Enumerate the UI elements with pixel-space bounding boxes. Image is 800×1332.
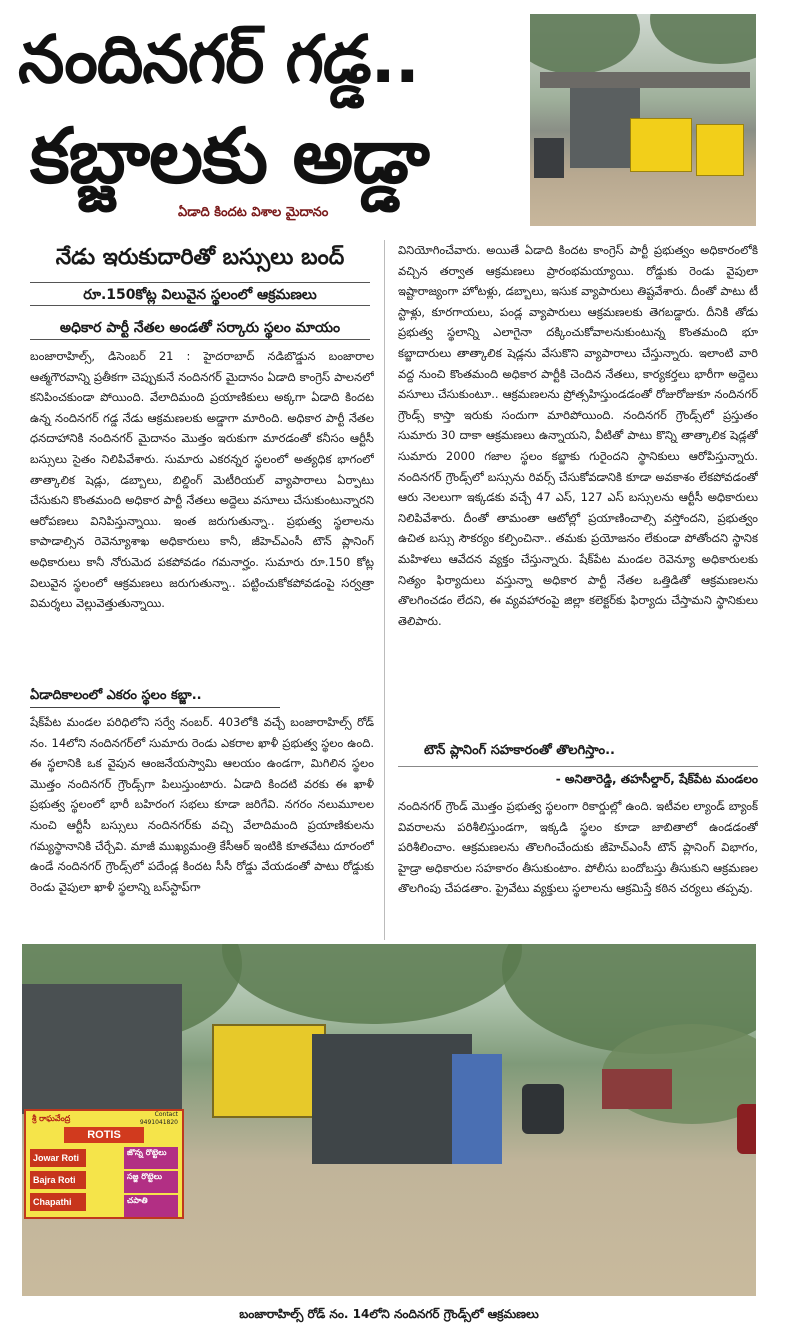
sign-line-bajra: Bajra Roti bbox=[30, 1171, 86, 1189]
sign-title: ROTIS bbox=[64, 1127, 144, 1143]
headline-kicker: ఏడాది కిందట విశాల మైదానం bbox=[178, 205, 329, 220]
article-paragraph-1: బంజారాహిల్స్, డిసెంబర్ 21 : హైదరాబాద్ నడిబొడ్డున బంజారాల ఆత్మగౌరవాన్ని ప్రతీకగా చెప్పుకునే నందినగర్ మైదానం ఏడాది కాంగ్రెస్ పాలనలో కనిపించకుండా పోయింది. వేలాదిమంది ప్రయాణికులు అక్కగా ఏడాది కిందట ఉన్న నందినగర్ గడ్డ నేడు ఆక్రమణలకు అడ్డాగా మారింది. అధికార పార్టీ నేతల ధనదాహానికి నందినగర్ మైదానం మొత్తం ఇరుకుగా మారడంతో కనీసం ఆర్టీసీ బస్సులు సైతం నిలిపివేశారు. సుమారు ఎకరన్నర స్థలంలో అత్యధిక భాగంలో తాత్కాలిక షెడ్లు, డబ్బాలు, బిల్డింగ్ మెటీరియల్ వ్యాపారాలు ఏర్పాటు చేసుకుని కొంతమంది అధికార పార్టీ నేతలు అద్దెలు వసూలు చేసుకుంటున్నారని ఆరోపణలు వినిపిస్తున్నాయి. ఇంత జరుగుతున్నా.. ప్రభుత్వ స్థలాలను కాపాడాల్సిన రెవెన్యూశాఖ అధికారులు కానీ, జీహెచ్ఎంసీ టౌన్ ప్లానింగ్ అధికారులు కానీ నోరుమెద పకపోవడం గమనార్హం. సుమారు రూ.150 కోట్ల విలువైన స్థలంలో ఆక్రమణలు జరుగుతున్నా.. పట్టించుకోకపోవడంపై సర్వత్రా విమర్శలు వెల్లువెత్తుతున్నాయి. bbox=[30, 349, 374, 611]
article-paragraph-2: షేక్‌పేట మండల పరిధిలోని సర్వే నంబర్. 403లోకి వచ్చే బంజారాహిల్స్ రోడ్ నం. 14లోని నందినగర్‌లో సుమారు రెండు ఎకరాల ఖాళీ ప్రభుత్వ స్థలం ఉంది. ఈ స్థలానికి ఒక వైపున ఆంజనేయస్వామి ఆలయం ఉండగా, మిగిలిన స్థలం మొత్తం నందినగర్ గ్రౌండ్స్‌గా పిలుస్తుంటారు. ఏడాది కిందటి వరకు ఈ ఖాళీ ప్రభుత్వ స్థలంలో భారీ బహిరంగ సభలు కూడా జరిగేవి. నగరం నలుమూలల నుంచి ఆర్టీసీ బస్సులు నందినగర్‌కు వచ్చి వేలాదిమంది ప్రయాణికులను గమ్యస్థానానికి చేర్చేవి. మాజీ ముఖ్యమంత్రి కేసీఆర్ ఇంటికి కూతవేటు దూరంలో ఉండే నందినగర్ గ్రౌండ్స్‌లో పదేండ్ల కిందట సీసీ రోడ్డు వేయడంతో పాటు రోడ్డుకు రెండు వైపులా ఖాళీ స్థలాన్ని బస్‌స్టాప్‌గా bbox=[30, 715, 374, 894]
quote-attribution: - అనితారెడ్డి, తహసీల్దార్, షేక్‌పేట మండలం bbox=[398, 766, 758, 790]
roti-shop-sign bbox=[24, 1109, 184, 1219]
main-photo-encroachments bbox=[22, 944, 756, 1296]
sign-shop-name: శ్రీ రాఘవేంద్ర bbox=[32, 1114, 71, 1123]
sign-line-chapathi: Chapathi bbox=[30, 1193, 86, 1211]
section-heading-1: ఏడాదికాలంలో ఎకరం స్థలం కబ్జా.. bbox=[30, 684, 280, 708]
article-column-headline: నేడు ఇరుకుదారితో బస్సులు బంద్ bbox=[55, 245, 345, 270]
article-paragraph-3: నందినగర్ గ్రౌండ్ మొత్తం ప్రభుత్వ స్థలంగా రికార్డుల్లో ఉంది. ఇటీవల ల్యాండ్ బ్యాంక్ వివరాలను పరిశీలిస్తుండగా, ఇక్కడి స్థలం కూడా జాబితాలో ఉండడంతో పరిశీలించాం. ఆక్రమణలను తొలగించేందుకు జీహెచ్ఎంసీ టౌన్ ప్లానింగ్ విభాగం, హైడ్రా అధికారుల సహకారం తీసుకుంటాం. పోలీసు బందోబస్తు తీసుకుని ఆక్రమణల తొలగింపు చేపడతాం. ప్రైవేటు వ్యక్తులు స్థలాలను ఆక్రమిస్తే కఠిన చర్యలు తప్పవు. bbox=[398, 799, 758, 896]
article-subheadline-2: అధికార పార్టీ నేతల అండతో సర్కారు స్థలం మాయం bbox=[30, 316, 370, 340]
sign-right-1: జొన్న రొట్టెలు bbox=[124, 1147, 178, 1169]
article-subheadline-1: రూ.150కోట్ల విలువైన స్థలంలో ఆక్రమణలు bbox=[30, 282, 370, 306]
headline-line2: కబ్జాలకు అడ్డా bbox=[30, 111, 429, 200]
sign-right-2: సజ్జ రొట్టెలు bbox=[124, 1171, 178, 1193]
sign-right-3: చపాతి bbox=[124, 1195, 178, 1217]
article-paragraph-right: వినియోగించేవారు. అయితే ఏడాది కిందట కాంగ్రెస్ పార్టీ ప్రభుత్వం అధికారంలోకి వచ్చిన తర్వాత ఆక్రమణలు ప్రారంభమయ్యాయి. రోడ్డుకు రెండు వైపులా ఇష్టారాజ్యంగా హోటళ్లు, డబ్బాలు, ఇసుక వ్యాపారులు తిష్టవేశారు. దీంతో పాటు టీ స్టాళ్లు, కూరగాయలు, పండ్ల వ్యాపారులు ఆక్రమణలకు తెగబడ్డారు. దీనికి తోడు ప్రభుత్వ స్థలాన్ని ఎలాగైనా దక్కించుకోవాలనుకుంటున్న కొంతమంది భూ కబ్జాదారులు తాత్కాలిక షెడ్లను వేసుకొని వ్యాపారాలు చేస్తున్నారు. ఇలాంటి వారి వద్ద నుంచి కొంతమంది అధికార పార్టీకి చెందిన నేతలు, కార్యకర్తలు భారీగా అద్దెలు వసూలు చేసుకుంటూ.. ఆక్రమణలను ప్రోత్సహిస్తుండడంతో రోజురోజుకూ నందినగర్ గ్రౌండ్స్ కాస్తా ఇరుకు సందుగా మారిపోయింది. నందినగర్ గ్రౌండ్స్‌లో ప్రస్తుతం సుమారు 30 దాకా ఆక్రమణలు ఉన్నాయని, వీటితో పాటు కొన్ని తాత్కాలిక షెడ్లతో సుమారు 2000 గజాల స్థలం కబ్జాకు గురైందని స్థానికులు ఆరోపిస్తున్నారు. నందినగర్ గ్రౌండ్స్‌లో బస్సును రివర్స్ చేసుకోవడానికి కూడా అవకాశం లేకపోవడంతో ఆరు నెలలుగా ఇక్కడకు వచ్చే 47 ఎస్, 127 ఎస్ బస్సులను ఆర్టీసీ అధికారులు నిలిపివేశారు. దీంతో తామంతా ఆటోల్లో ప్రయాణించాల్సి వస్తోందని, ప్రభుత్వం ఉచిత బస్సు సౌకర్యం కల్పించినా.. తమకు ప్రయోజనం లేకుండా పోతోందని స్థానిక మహిళలు ఆవేదన వ్యక్తం చేస్తున్నారు. షేక్‌పేట మండల రెవెన్యూ అధికారులకు నిత్యం ఫిర్యాదులు వస్తున్నా అధికార పార్టీ నేతల ఒత్తిడితో ఆక్రమణలను తొలగించడం లేదని, ఈ వ్యవహారంపై జిల్లా కలెక్టర్‌కు ఫిర్యాదు చేస్తామని స్థానికులు తెలిపారు. bbox=[398, 243, 758, 628]
headline-line1: నందినగర్ గడ్డ.. bbox=[18, 21, 419, 98]
sign-line-jowar: Jowar Roti bbox=[30, 1149, 86, 1167]
top-photo-street-stalls bbox=[530, 14, 756, 226]
photo-caption: బంజారాహిల్స్ రోడ్ నం. 14లోని నందినగర్ గ్రౌండ్స్‌లో ఆక్రమణలు bbox=[239, 1307, 539, 1321]
section-heading-2: టౌన్ ప్లానింగ్ సహకారంతో తొలగిస్తాం.. bbox=[424, 743, 615, 758]
column-divider bbox=[384, 240, 385, 940]
sign-contact: Contact 9491041820 bbox=[139, 1111, 178, 1126]
